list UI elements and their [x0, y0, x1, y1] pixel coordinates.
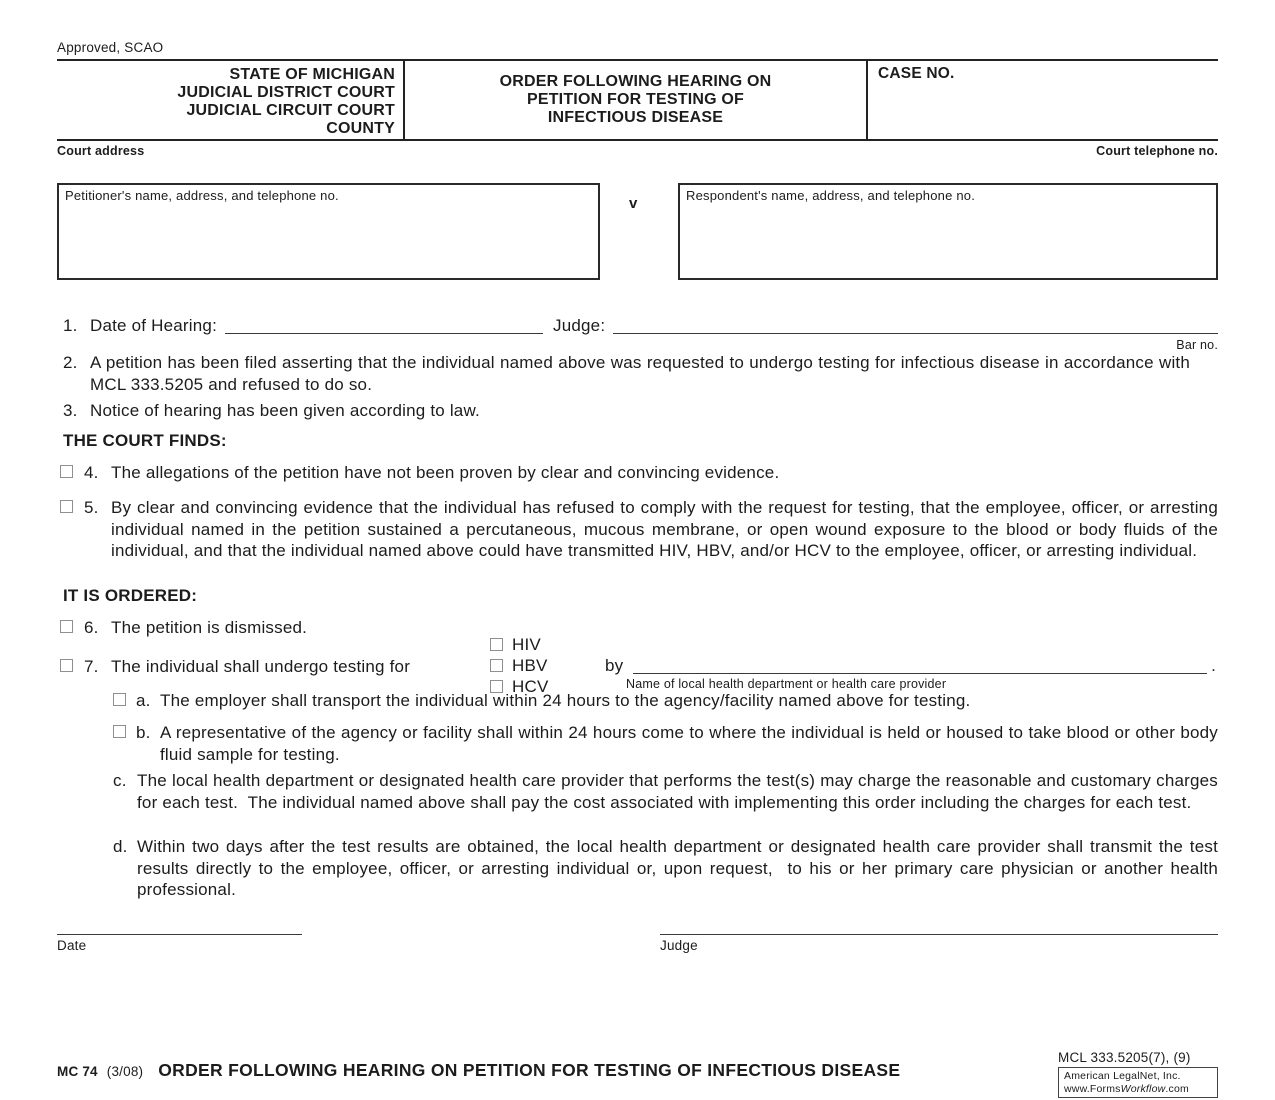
- item-7c-text: The local health department or designated health care provider that performs the test(s) may charge the reasonable and customary charges for each test. The individual named above shall pay the cost associated with implementing this order including the charges for each test.: [137, 771, 1223, 812]
- form-revision: (3/08): [106, 1064, 144, 1079]
- date-signature-label: Date: [57, 938, 87, 953]
- item-7a-text: The employer shall transport the individual within 24 hours to the agency/facility named above for testing.: [160, 691, 971, 710]
- test-option-hiv: [490, 634, 549, 655]
- approved-scao-label: Approved, SCAO: [57, 40, 164, 55]
- item-1: [57, 316, 1218, 352]
- date-of-hearing-line[interactable]: [225, 317, 543, 334]
- legalnet-box: [1058, 1067, 1218, 1098]
- item-4: [57, 462, 1218, 484]
- signature-section: [57, 910, 1218, 970]
- judge-name-line[interactable]: [613, 317, 1218, 334]
- date-signature-line[interactable]: [57, 934, 302, 935]
- court-line-circuit: JUDICIAL CIRCUIT COURT: [186, 102, 395, 119]
- footer-title: ORDER FOLLOWING HEARING ON PETITION FOR TESTING OF INFECTIOUS DISEASE: [158, 1060, 901, 1080]
- item-3-number: 3.: [63, 401, 78, 420]
- test-options: [490, 634, 549, 697]
- form-title-line-2: PETITION FOR TESTING OF: [526, 91, 745, 108]
- item-2: [57, 352, 1218, 395]
- item-6-number: 6.: [84, 618, 99, 637]
- form-title-line-3: INFECTIOUS DISEASE: [547, 109, 724, 126]
- case-no-box[interactable]: [868, 61, 1218, 139]
- item-5: [57, 497, 1223, 562]
- address-row: [57, 144, 1218, 158]
- court-name-block: [57, 61, 405, 139]
- item-7d-text: Within two days after the test results are obtained, the local health department or designated health care provider shall transmit the test results directly to the employee, officer, or arresting individual or, upon request, to his or her primary care physician or another health professional.: [137, 837, 1223, 899]
- item-6-text: The petition is dismissed.: [111, 618, 308, 637]
- header-table: [57, 59, 1218, 141]
- line-period: .: [1211, 656, 1216, 675]
- checkbox-item-4[interactable]: [60, 465, 73, 478]
- judge-signature-line[interactable]: [660, 934, 1218, 935]
- item-3-text: Notice of hearing has been given according to law.: [90, 401, 480, 420]
- case-no-label: CASE NO.: [878, 65, 955, 82]
- item-7a-letter: a.: [136, 691, 151, 710]
- legalnet-company: American LegalNet, Inc.: [1064, 1070, 1181, 1082]
- judge-label: Judge:: [553, 316, 606, 335]
- item-7b-text: A representative of the agency or facility shall within 24 hours come to where the individual is held or housed to take blood or other body fluid sample for testing.: [160, 723, 1223, 764]
- item-4-number: 4.: [84, 463, 99, 482]
- statute-reference: MCL 333.5205(7), (9): [1058, 1050, 1191, 1065]
- legalnet-url: www.FormsWorkflow.com: [1064, 1082, 1189, 1095]
- court-finds-heading: THE COURT FINDS:: [63, 431, 227, 450]
- checkbox-hbv[interactable]: [490, 659, 503, 672]
- item-7-text: The individual shall undergo testing for: [111, 657, 411, 676]
- ordered-heading: IT IS ORDERED:: [63, 586, 198, 605]
- item-2-text: A petition has been filed asserting that the individual named above was requested to undergo testing for infectious disease in accordance with MCL 333.5205 and refused to do so.: [90, 353, 1195, 394]
- versus-label: v: [629, 195, 638, 212]
- form-title-line-1: ORDER FOLLOWING HEARING ON: [499, 73, 772, 90]
- judge-signature-label: Judge: [660, 938, 698, 953]
- item-7d: [57, 836, 1223, 901]
- hiv-label: HIV: [512, 634, 541, 654]
- respondent-box-label: Respondent's name, address, and telephone no.: [686, 188, 976, 203]
- item-7: [57, 634, 1218, 696]
- item-3: [57, 400, 1218, 422]
- item-7a: [57, 690, 1218, 712]
- item-7d-letter: d.: [113, 837, 128, 856]
- court-address-label: Court address: [57, 144, 145, 158]
- item-2-number: 2.: [63, 353, 78, 372]
- checkbox-item-7[interactable]: [60, 659, 73, 672]
- form-title: [405, 61, 868, 139]
- provider-line-caption: Name of local health department or health care provider: [626, 677, 947, 691]
- by-label: by: [605, 656, 624, 675]
- checkbox-hiv[interactable]: [490, 638, 503, 651]
- item-7-number: 7.: [84, 657, 99, 676]
- checkbox-item-7b[interactable]: [113, 725, 126, 738]
- hbv-label: HBV: [512, 655, 548, 675]
- court-line-district: JUDICIAL DISTRICT COURT: [177, 84, 395, 101]
- respondent-box[interactable]: [678, 183, 1218, 280]
- item-7c: [57, 770, 1223, 813]
- item-5-number: 5.: [84, 498, 99, 517]
- court-line-county: COUNTY: [326, 120, 395, 137]
- hcv-label: HCV: [512, 676, 549, 696]
- caption-section: [57, 183, 1218, 280]
- provider-name-line[interactable]: [633, 657, 1207, 674]
- petitioner-box[interactable]: [57, 183, 600, 280]
- item-7c-letter: c.: [113, 771, 127, 790]
- footer: [57, 1050, 1218, 1100]
- item-5-text: By clear and convincing evidence that the individual has refused to comply with the request for testing, that the employee, officer, or arresting individual named in the petition sustained a percutaneous, mucous membrane, or open wound exposure to the blood or body fluids of the individual, and that the individual named above could have transmitted HIV, HBV, and/or HCV to the employee, officer, or arresting individual.: [111, 498, 1223, 560]
- item-4-text: The allegations of the petition have not been proven by clear and convincing evidence.: [111, 463, 780, 482]
- form-number: MC 74: [57, 1064, 98, 1079]
- item-1-number: 1.: [63, 316, 78, 335]
- item-7b-letter: b.: [136, 723, 151, 742]
- checkbox-item-6[interactable]: [60, 620, 73, 633]
- court-line-state: STATE OF MICHIGAN: [229, 66, 395, 83]
- date-of-hearing-label: Date of Hearing:: [90, 316, 217, 335]
- test-option-hbv: [490, 655, 549, 676]
- bar-no-label: Bar no.: [1176, 338, 1218, 352]
- checkbox-item-7a[interactable]: [113, 693, 126, 706]
- checkbox-item-5[interactable]: [60, 500, 73, 513]
- court-telephone-label: Court telephone no.: [1096, 144, 1218, 158]
- item-7b: [57, 722, 1223, 765]
- petitioner-box-label: Petitioner's name, address, and telephone no.: [65, 188, 339, 203]
